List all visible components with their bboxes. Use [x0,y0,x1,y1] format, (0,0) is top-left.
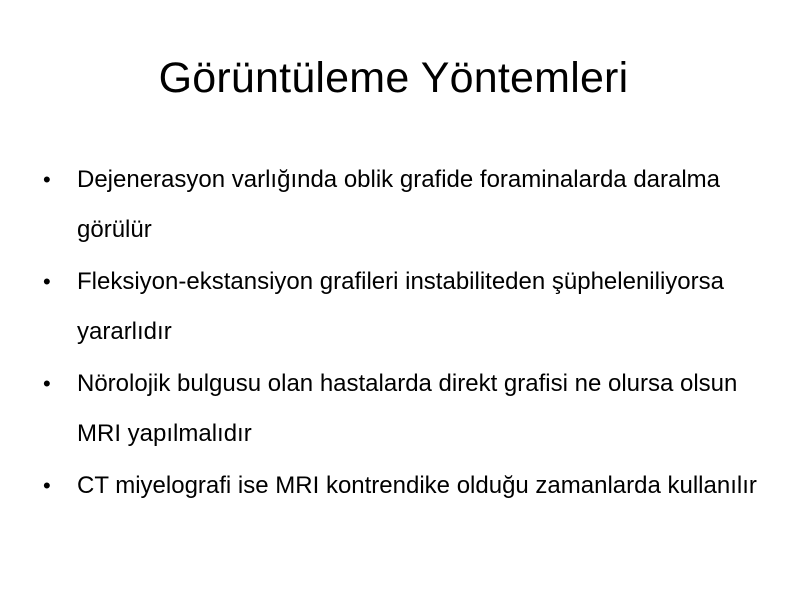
bullet-item [43,359,763,459]
bullet-item [43,155,763,255]
bullet-item [43,257,763,357]
slide-title: Görüntüleme Yöntemleri [158,54,629,102]
bullet-list [43,155,763,513]
bullet-icon: • [43,269,51,294]
bullet-text: Dejenerasyon varlığında oblik grafide foraminalarda daralma görülür [77,166,721,243]
bullet-text: Nörolojik bulgusu olan hastalarda direkt grafisi ne olursa olsun MRI yapılmalıdır [77,370,738,447]
bullet-item [43,461,763,511]
bullet-text: CT miyelografi ise MRI kontrendike olduğu zamanlarda kullanılır [77,472,757,499]
bullet-icon: • [43,167,51,192]
bullet-text: Fleksiyon-ekstansiyon grafileri instabiliteden şüpheleniliyorsa yararlıdır [77,268,724,345]
bullet-icon: • [43,473,51,498]
bullet-icon: • [43,371,51,396]
